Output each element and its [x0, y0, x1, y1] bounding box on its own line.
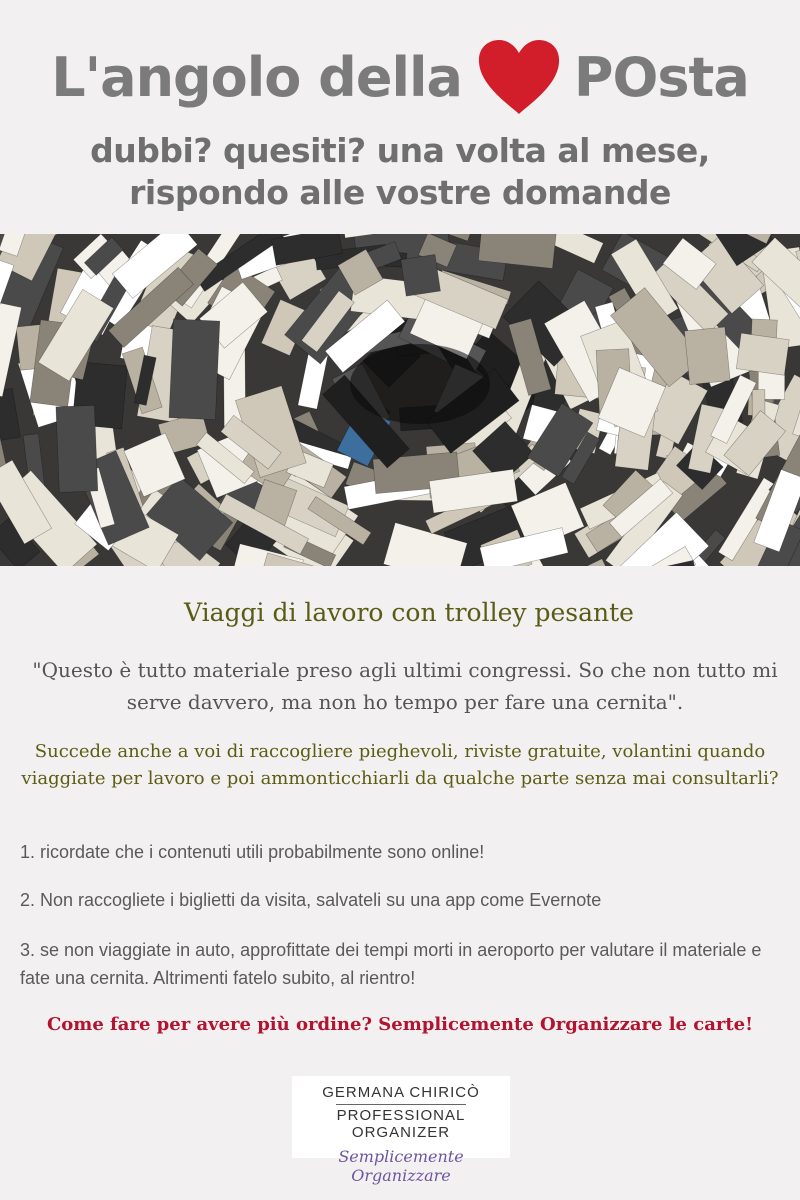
tip-item: 1. ricordate che i contenuti utili probabilmente sono online! — [20, 842, 485, 862]
brand-logo — [292, 1076, 510, 1185]
article-title: Viaggi di lavoro con trolley pesante — [184, 598, 634, 627]
header — [0, 0, 800, 235]
paper-sheet — [56, 405, 98, 492]
pile-of-books-magazines-image — [0, 234, 800, 566]
article-question: Succede anche a voi di raccogliere pieghevoli, riviste gratuite, volantini quando viaggiate per lavoro e poi ammonticchiarli da qualche parte senza mai consultarli? — [21, 741, 779, 789]
subtitle-line-2: rispondo alle vostre domande — [129, 173, 671, 212]
tip-item: 2. Non raccogliete i biglietti da visita, salvateli su una app come Evernote — [20, 890, 602, 910]
tip-item: 3. se non viaggiate in auto, approfittate dei tempi morti in aeroporto per valutare il materiale e fate una cernita. Altrimenti fatelo subito, al rientro! — [20, 940, 762, 988]
page-subtitle — [0, 130, 800, 214]
subtitle-line-1: dubbi? quesiti? una volta al mese, — [90, 131, 710, 170]
logo-name: GERMANA CHIRICÒ — [322, 1084, 480, 1101]
title-right: POsta — [573, 45, 749, 109]
paper-sheet — [736, 333, 789, 375]
paper-sheet — [401, 255, 441, 297]
article-quote: "Questo è tutto materiale preso agli ultimi congressi. So che non tutto mi serve davvero, ma non ho tempo per fare una cernita". — [32, 658, 778, 714]
logo-divider — [336, 1104, 466, 1105]
paper-sheet — [169, 319, 220, 420]
page-title — [0, 38, 800, 116]
call-to-action: Come fare per avere più ordine? Semplicemente Organizzare le carte! — [46, 1014, 754, 1035]
logo-role: PROFESSIONAL ORGANIZER — [336, 1107, 466, 1141]
logo-brand: Semplicemente Organizzare — [338, 1147, 464, 1185]
title-left: L'angolo della — [51, 45, 462, 109]
paper-sheet — [684, 327, 730, 385]
heart-icon — [476, 38, 562, 116]
